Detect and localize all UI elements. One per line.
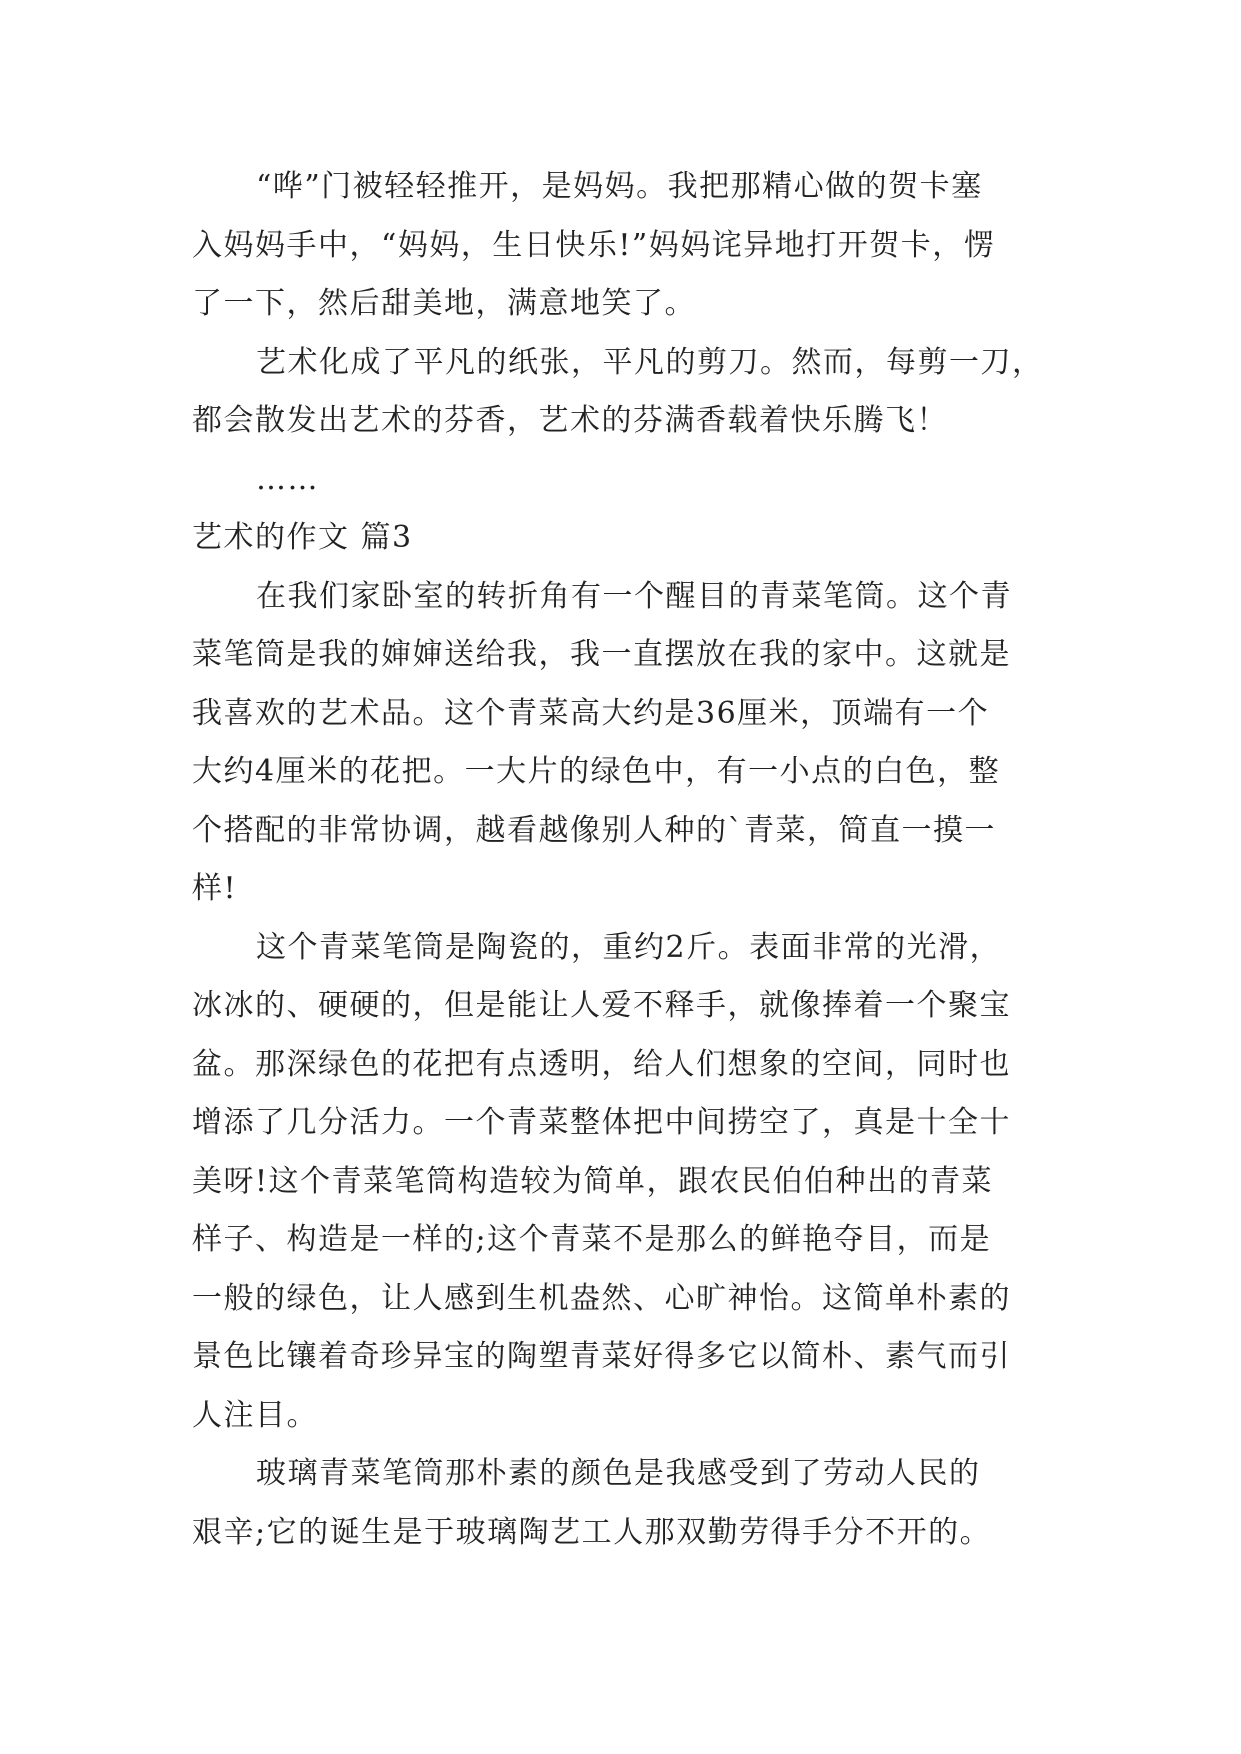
text-line: 都会散发出艺术的芬香，艺术的芬满香载着快乐腾飞！ — [192, 403, 948, 438]
text-line: 景色比镶着奇珍异宝的陶塑青菜好得多它以简朴、素气而引 — [192, 1339, 1011, 1374]
text-line: 冰冰的、硬硬的，但是能让人爱不释手，就像捧着一个聚宝 — [192, 988, 1011, 1023]
text-line: 一般的绿色，让人感到生机盎然、心旷神怡。这简单朴素的 — [192, 1280, 1011, 1316]
text-line: 美呀!这个青菜笔筒构造较为简单，跟农民伯伯种出的青菜 — [192, 1163, 994, 1199]
text-line: 艺术化成了平凡的纸张，平凡的剪刀。然而，每剪一刀， — [256, 344, 1044, 380]
text-line: 盆。那深绿色的花把有点透明，给人们想象的空间，同时也 — [192, 1046, 1011, 1082]
text-line: 人注目。 — [192, 1397, 318, 1433]
paragraph — [192, 919, 1052, 1446]
section-heading: 艺术的作文 篇3 — [192, 520, 413, 555]
text-line: 增添了几分活力。一个青菜整体把中间捞空了，真是十全十 — [192, 1105, 1011, 1140]
text-line: 个搭配的非常协调，越看越像别人种的`青菜，简直一摸一 — [192, 812, 996, 848]
ellipsis-line: …… — [256, 461, 319, 497]
paragraph — [192, 568, 1052, 919]
text-line: “哗”门被轻轻推开，是妈妈。我把那精心做的贺卡塞 — [256, 169, 983, 204]
text-line: 我喜欢的艺术品。这个青菜高大约是36厘米，顶端有一个 — [192, 695, 990, 731]
text-line: 样! — [192, 871, 238, 906]
text-line: 玻璃青菜笔筒那朴素的颜色是我感受到了劳动人民的 — [256, 1456, 981, 1491]
text-line: 样子、构造是一样的;这个青菜不是那么的鲜艳夺目，而是 — [192, 1222, 992, 1257]
text-line: 在我们家卧室的转折角有一个醒目的青菜笔筒。这个青 — [256, 578, 1012, 614]
text-line: 菜笔筒是我的婶婶送给我，我一直摆放在我的家中。这就是 — [192, 637, 1011, 672]
paragraph — [192, 158, 1052, 334]
document-page — [192, 158, 1052, 1562]
text-line: 艰辛;它的诞生是于玻璃陶艺工人那双勤劳得手分不开的。 — [192, 1514, 992, 1550]
text-line: 这个青菜笔筒是陶瓷的，重约2斤。表面非常的光滑， — [256, 929, 1002, 965]
paragraph — [192, 334, 1052, 451]
text-line: 大约4厘米的花把。一大片的绿色中，有一小点的白色，整 — [192, 754, 1001, 789]
text-line: 入妈妈手中，“妈妈，生日快乐!”妈妈诧异地打开贺卡，愣 — [192, 227, 996, 263]
paragraph — [192, 1445, 1052, 1562]
text-line: 了一下，然后甜美地，满意地笑了。 — [192, 286, 696, 321]
